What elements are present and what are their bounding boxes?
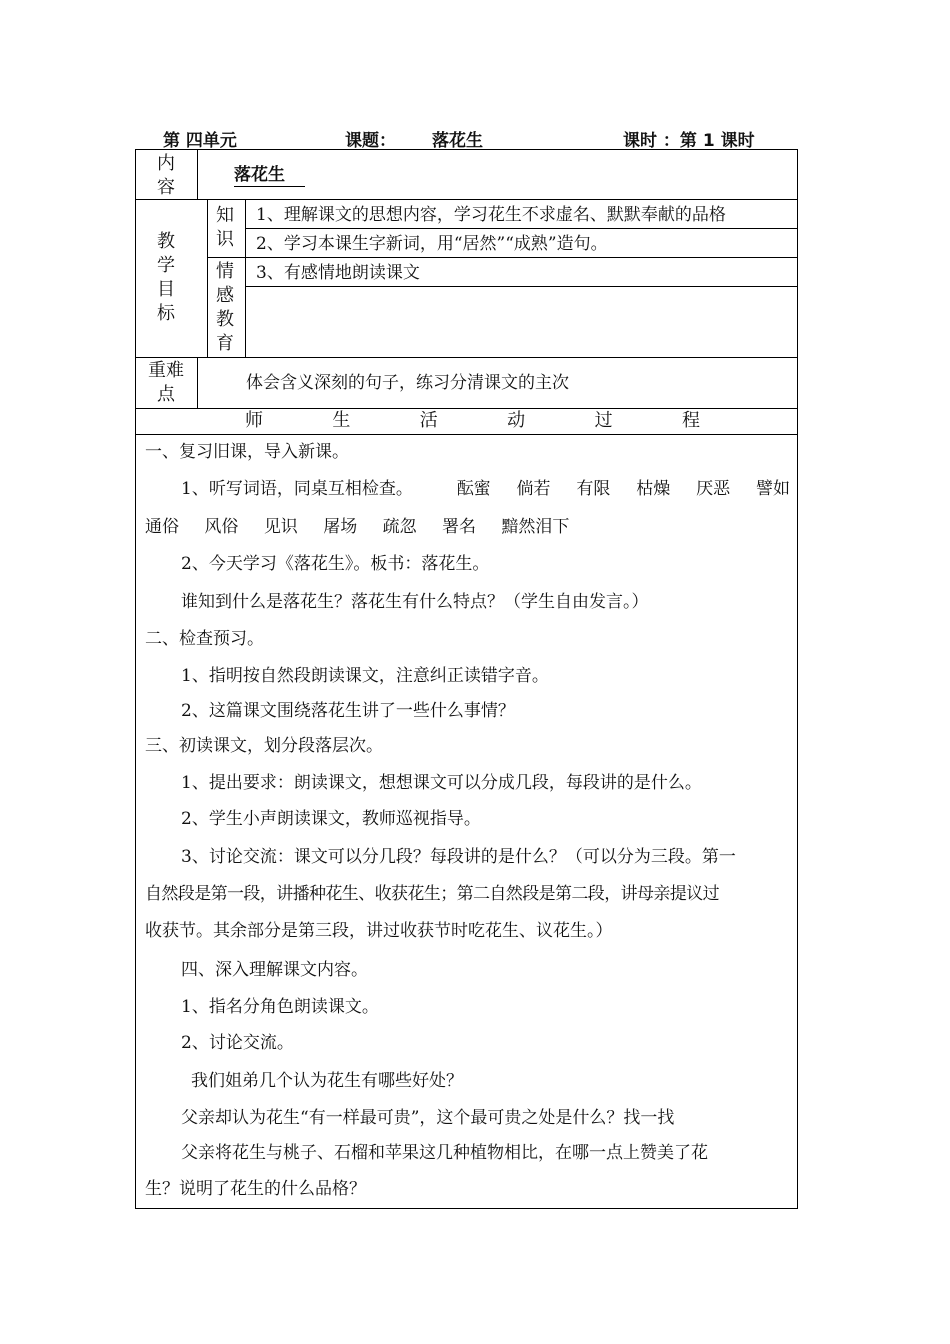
section-3-item-3-cont: 自然段是第一段，讲播种花生、收获花生；第二自然段是第二段，讲母亲提议过 [145, 884, 719, 904]
unit-label: 第 四单元 [163, 131, 237, 151]
row-divider [207, 257, 798, 258]
section-3-item-3: 3、讨论交流：课文可以分几段？每段讲的是什么？（可以分为三段。第一 [181, 847, 736, 867]
process-heading: 师 生 活 动 过 程 [245, 410, 700, 431]
content-label: 内 容 [157, 153, 175, 198]
row-divider [135, 199, 798, 200]
section-2-item-1: 1、指明按自然段朗读课文，注意纠正读错字音。 [181, 666, 549, 686]
content-value: 落花生 [234, 164, 305, 187]
section-1-item-2: 2、今天学习《落花生》。板书：落花生。 [181, 554, 490, 574]
section-4-question-3: 父亲将花生与桃子、石榴和苹果这几种植物相比，在哪一点上赞美了花 [181, 1143, 708, 1163]
row-divider [135, 434, 798, 435]
col-divider [197, 149, 198, 199]
section-4-question-2: 父亲却认为花生“有一样最可贵”，这个最可贵之处是什么？找一找 [181, 1108, 675, 1128]
section-3-title: 三、初读课文，划分段落层次。 [145, 736, 383, 756]
section-4-item-1: 1、指名分角色朗读课文。 [181, 997, 379, 1017]
topic-label: 课题： [345, 131, 396, 151]
section-1-question: 谁知到什么是落花生？落花生有什么特点？（学生自由发言。） [181, 592, 649, 612]
goal-2: 2、学习本课生字新词，用“居然”“成熟”造句。 [256, 234, 608, 254]
section-4-title: 四、深入理解课文内容。 [181, 960, 368, 980]
col-divider [245, 199, 246, 357]
section-4-question-3-cont: 生？说明了花生的什么品格？ [145, 1179, 366, 1199]
row-divider [245, 286, 798, 287]
section-3-item-3-cont: 收获节。其余部分是第三段，讲过收获节时吃花生、议花生。） [145, 921, 613, 941]
key-points-value: 体会含义深刻的句子，练习分清课文的主次 [246, 373, 569, 393]
section-2-item-2: 2、这篇课文围绕落花生讲了一些什么事情？ [181, 701, 515, 721]
section-4-item-2: 2、讨论交流。 [181, 1033, 294, 1053]
dictation-line: 1、听写词语，同桌互相检查。 酝蜜 倘若 有限 枯燥 厌恶 譬如 [181, 479, 790, 499]
goals-label: 教 学 目 标 [157, 231, 175, 324]
section-2-title: 二、检查预习。 [145, 629, 264, 649]
section-3-item-2: 2、学生小声朗读课文，教师巡视指导。 [181, 809, 481, 829]
dictation-words: 通俗 风俗 见识 屠场 疏忽 署名 黯然泪下 [145, 517, 570, 537]
goal-1: 1、理解课文的思想内容，学习花生不求虚名、默默奉献的品格 [256, 205, 726, 225]
section-1-title: 一、复习旧课，导入新课。 [145, 442, 349, 462]
section-3-item-1: 1、提出要求：朗读课文，想想课文可以分成几段，每段讲的是什么。 [181, 773, 702, 793]
topic-title: 落花生 [432, 131, 483, 151]
row-divider [135, 357, 798, 358]
period-label: 课时 ：第 1 课时 [623, 131, 755, 151]
row-divider [245, 228, 798, 229]
knowledge-label: 知 识 [216, 205, 234, 250]
col-divider [197, 357, 198, 408]
col-divider [207, 199, 208, 357]
key-points-label: 重难 点 [148, 360, 184, 405]
section-4-question-1: 我们姐弟几个认为花生有哪些好处？ [191, 1071, 463, 1091]
goal-3: 3、有感情地朗读课文 [256, 263, 420, 283]
emotion-label: 情 感 教 育 [216, 261, 234, 354]
